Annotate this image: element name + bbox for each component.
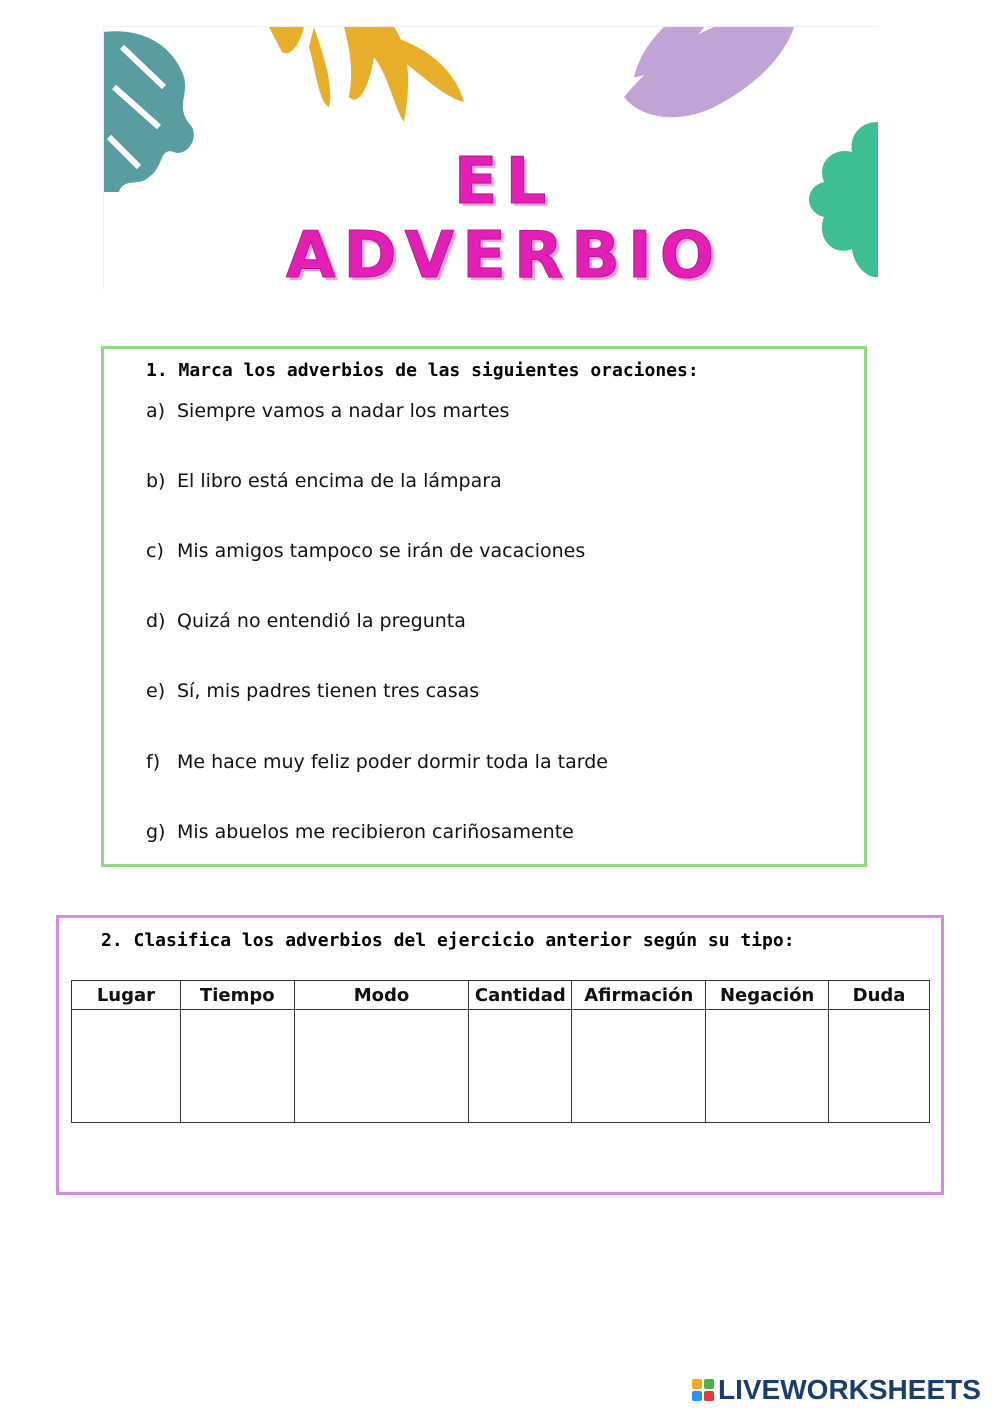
sentence-text: Mis amigos tampoco se irán de vacaciones [177, 540, 586, 562]
sentence-b[interactable] [146, 470, 502, 492]
sentence-text: Me hace muy feliz poder dormir toda la tarde [177, 751, 608, 773]
answer-cell-duda[interactable] [829, 1010, 930, 1123]
sentence-d[interactable] [146, 610, 466, 632]
sentence-letter: b) [146, 470, 166, 492]
sentence-letter: e) [146, 680, 166, 702]
sentence-letter: a) [146, 400, 166, 422]
header-banner [103, 26, 878, 289]
sentence-letter: f) [146, 751, 161, 773]
column-header-modo: Modo [294, 981, 469, 1010]
logo-text: LIVEWORKSHEETS [718, 1374, 981, 1405]
sentence-text: Sí, mis padres tienen tres casas [177, 680, 480, 702]
column-header-negacion: Negación [706, 981, 829, 1010]
sentence-e[interactable] [146, 680, 479, 702]
page-title: EL ADVERBIO [285, 145, 723, 289]
exercise-1-box [101, 346, 867, 867]
sentence-text: Siempre vamos a nadar los martes [177, 400, 510, 422]
column-header-duda: Duda [829, 981, 930, 1010]
liveworksheets-logo-icon [692, 1379, 714, 1401]
sentence-text: Quizá no entendió la pregunta [177, 610, 466, 632]
column-header-lugar: Lugar [72, 981, 181, 1010]
exercise-2-title: 2. Clasifica los adverbios del ejercicio anterior según su tipo: [101, 930, 795, 951]
answer-cell-tiempo[interactable] [180, 1010, 294, 1123]
column-header-cantidad: Cantidad [469, 981, 572, 1010]
sentence-letter: d) [146, 610, 166, 632]
exercise-1-title: 1. Marca los adverbios de las siguientes oraciones: [146, 360, 699, 381]
column-header-afirmacion: Afirmación [572, 981, 706, 1010]
answer-cell-modo[interactable] [294, 1010, 469, 1123]
sentence-f[interactable] [146, 751, 608, 773]
answer-cell-cantidad[interactable] [469, 1010, 572, 1123]
liveworksheets-logo [692, 1372, 981, 1408]
adverb-types-table [71, 980, 930, 1123]
answer-cell-afirmacion[interactable] [572, 1010, 706, 1123]
column-header-tiempo: Tiempo [180, 981, 294, 1010]
sentence-text: Mis abuelos me recibieron cariñosamente [177, 821, 574, 843]
sentence-c[interactable] [146, 540, 585, 562]
sentence-text: El libro está encima de la lámpara [177, 470, 502, 492]
sentence-g[interactable] [146, 821, 574, 843]
answer-cell-negacion[interactable] [706, 1010, 829, 1123]
answer-cell-lugar[interactable] [72, 1010, 181, 1123]
sentence-letter: c) [146, 540, 164, 562]
sentence-letter: g) [146, 821, 166, 843]
sentence-a[interactable] [146, 400, 509, 422]
